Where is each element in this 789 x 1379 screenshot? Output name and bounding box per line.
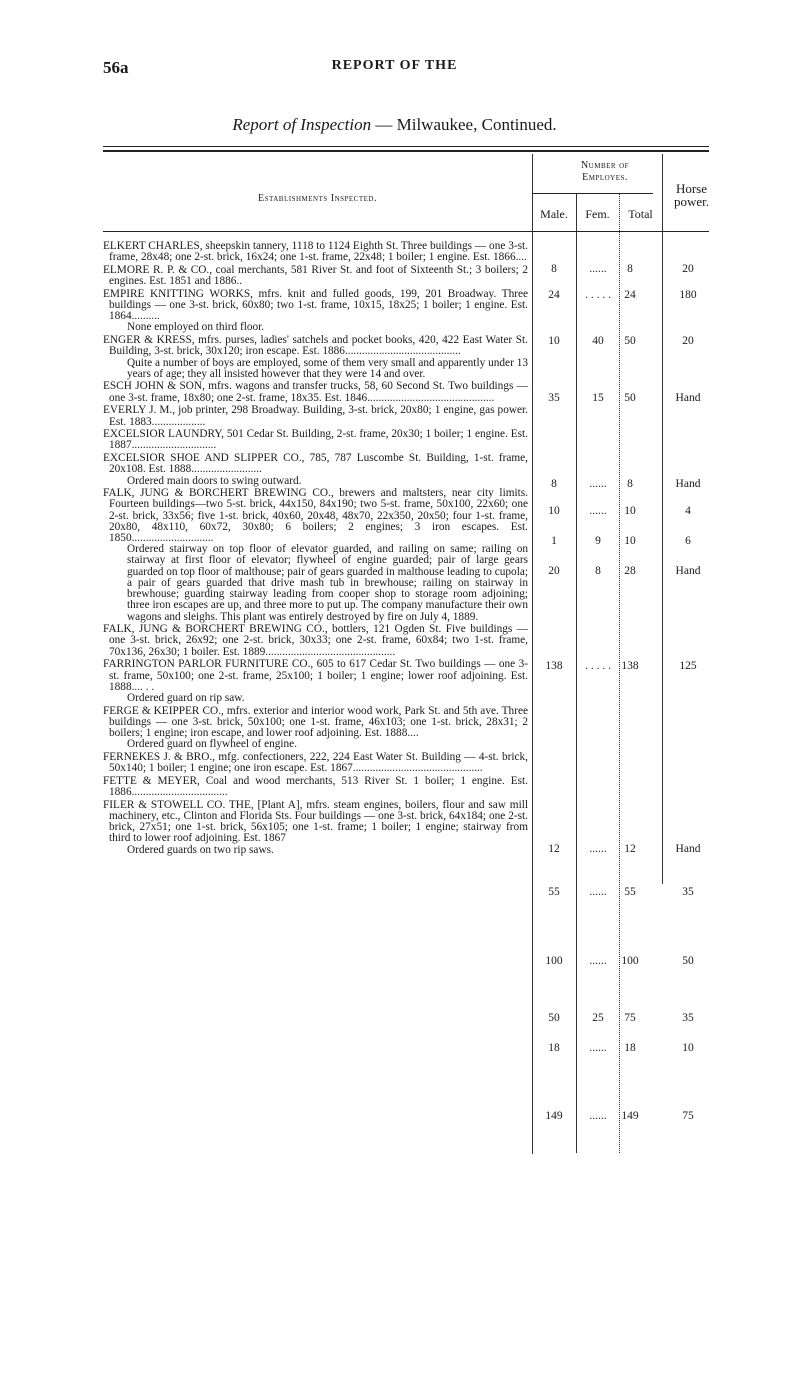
establishment-description: , [Plant A], mfrs. steam engines, boilers, flour and saw mill machinery, etc., Clinton and Florida Sts. Four buildings — one 3-st. brick, 64x184; one 2-st. brick, 27x51; one 1-st. brick, 56x105; one 1-st. frame; 1 boiler; 1 engine; stairway from third to lower roof adjoining. Est. 1867 (109, 798, 528, 845)
male-count: 10 (548, 335, 560, 347)
inspection-note: Ordered guard on flywheel of engine. (127, 738, 298, 751)
establishment-description: , mfrs. wagons and transfer trucks, 58, 60 Second St. Two buildings — one 3-st. frame, 18x80; one 2-st. frame, 18x35. Est. 1846............................................. (109, 380, 528, 404)
entries-list (103, 241, 528, 857)
total-count: 24 (624, 289, 636, 301)
total-count: 12 (624, 843, 636, 855)
total-count: 10 (624, 535, 636, 547)
establishment-entry (103, 776, 528, 798)
page-number: 56a (103, 58, 129, 77)
establishment-name: ELKERT CHARLES (103, 240, 200, 252)
male-count: 8 (551, 478, 557, 490)
male-count: 35 (548, 392, 560, 404)
male-count: 20 (548, 565, 560, 577)
establishment-entry (103, 752, 528, 774)
fem-count: ...... (589, 886, 607, 898)
fem-count: ...... (589, 1110, 607, 1122)
fem-count: 25 (592, 1012, 604, 1024)
establishment-description: , job printer, 298 Broadway. Building, 3-st. brick, 20x80; 1 engine, gas power. Est. 1883................... (109, 404, 528, 428)
establishment-name: FERGE & KEIPPER CO. (103, 704, 222, 717)
horse-power-value: Hand (675, 843, 701, 855)
fem-count: 9 (595, 535, 601, 547)
establishment-description: , mfrs. knit and fulled goods, 199, 201 Broadway. Three buildings — one 3-st. brick, 60x80; two 1-st. frame, 10x15, 18x25; 1 boiler; 1 engine. Est. 1864.......... (109, 287, 529, 323)
male-count: 24 (548, 289, 560, 301)
establishment-name: ESCH JOHN & SON (103, 380, 203, 393)
establishment-description: , coal merchants, 581 River St. and foot of Sixteenth St.; 3 boilers; 2 engines. Est. 1851 and 1886.. (109, 263, 528, 288)
horse-power-value: 20 (682, 335, 694, 347)
establishment-name: EXCELSIOR SHOE AND SLIPPER CO. (103, 452, 302, 465)
horse-power-value: Hand (675, 392, 701, 404)
male-count: 100 (545, 955, 563, 967)
establishment-entry (103, 405, 528, 427)
horse-power-value: 10 (682, 1042, 694, 1054)
total-count: 50 (624, 335, 636, 347)
male-count: 8 (551, 263, 557, 275)
establishment-description: , 785, 787 Luscombe St. Building, 1-st. frame, 20x108. Est. 1888......................... (109, 452, 528, 476)
male-count: 12 (548, 843, 560, 855)
establishment-description: , mfrs. exterior and interior wood work, Park St. and 5th ave. Three buildings — one 3-st. brick, 50x100; one 1-st. frame, 46x103; one 1-st. brick, 28x31; 2 boilers; 1 engine; iron escape, and lower roof adjoining. Est. 1888.... (109, 704, 528, 740)
subtitle-italic: Report of Inspection (232, 115, 372, 134)
inspection-note: Ordered main doors to swing outward. (127, 474, 302, 487)
establishment-description: , Coal and wood merchants, 513 River St. 1 boiler; 1 engine. Est. 1886.................................. (109, 774, 528, 799)
fem-count: ...... (589, 843, 607, 855)
top-rule-thick (103, 150, 709, 152)
total-count: 10 (624, 505, 636, 517)
establishment-entry (103, 488, 528, 622)
horse-power-value: 180 (679, 289, 697, 301)
fem-count: ...... (589, 955, 607, 967)
inspection-note: Quite a number of boys are employed, some of them very small and apparently under 13 years of age; they all insisted however that they were 14 and over. (127, 356, 528, 380)
total-count: 8 (627, 263, 633, 275)
male-count: 10 (548, 505, 560, 517)
fem-count: ...... (589, 478, 607, 490)
establishment-entry (103, 624, 528, 658)
male-count: 1 (551, 535, 557, 547)
running-head: REPORT OF THE (331, 58, 458, 73)
horse-power-value: 50 (682, 955, 694, 967)
establishment-name: FALK, JUNG & BORCHERT BREWING CO. (103, 623, 325, 636)
male-count: 138 (545, 660, 563, 672)
establishment-entry (103, 241, 528, 263)
establishment-description: , bottlers, 121 Ogden St. Five buildings — one 3-st. brick, 26x92; one 2-st. brick, 30x33; one 2-st. frame, 60x84; two 1-st. frame, 70x136, 26x30; 1 boiler. Est. 1889.............................................. (109, 623, 528, 658)
male-header: Male. (540, 207, 568, 221)
male-count: 18 (548, 1042, 560, 1054)
establishment-description: , mfg. confectioners, 222, 224 East Water St. Building — 4-st. brick, 50x140; 1 boiler; 1 engine; one iron escape. Est. 1867.............................................. (109, 750, 528, 775)
page-subtitle (0, 115, 789, 135)
horse-power-value: Hand (675, 565, 701, 577)
establishment-description: , 501 Cedar St. Building, 2-st. frame, 20x30; 1 boiler; 1 engine. Est. 1887.............................. (109, 428, 529, 452)
establishment-entry (103, 800, 528, 856)
total-count: 50 (624, 392, 636, 404)
inspection-note: Ordered guard on rip saw. (127, 691, 245, 704)
fem-count: 15 (592, 392, 604, 404)
fem-count: ...... (589, 1042, 607, 1054)
establishment-name: FALK, JUNG & BORCHERT BREWING CO. (103, 487, 331, 500)
column-divider-establishments (532, 154, 533, 1154)
establishment-description: , mfrs. purses, ladies' satchels and pocket books, 420, 422 East Water St. Building, 3-st. brick, 30x120; iron escape. Est. 1886......................................... (109, 334, 529, 358)
establishment-entry (103, 706, 528, 751)
horse-power-value: 6 (685, 535, 691, 547)
horse-power-value: 20 (682, 263, 694, 275)
horse-power-value: 4 (685, 505, 691, 517)
fem-header: Fem. (585, 207, 610, 221)
fem-count: ...... (589, 263, 607, 275)
horse-power-value: 75 (682, 1110, 694, 1122)
establishment-description: , brewers and maltsters, near city limits. Fourteen buildings—two 5-st. brick, 44x150, 84x190; two 5-st. frame, 50x100, 22x60; one 2-st. brick, 33x56; five 1-st. brick, 40x60, 20x48, 48x70, 22x350, 20x50; four 1-st. frame, 20x80, 48x110, 60x72, 30x80; 6 boilers; 2 engines; 3 iron escapes. Est. 1850............................. (109, 487, 528, 545)
establishment-name: FILER & STOWELL CO. THE (103, 798, 251, 811)
total-count: 55 (624, 886, 636, 898)
male-count: 50 (548, 1012, 560, 1024)
establishment-description: , sheepskin tannery, 1118 to 1124 Eighth St. Three buildings — one 3-st. frame, 28x48; one 2-st. brick, 16x24; one 1-st. frame, 22x48; 1 boiler; 1 engine. Est. 1866.... (109, 240, 528, 264)
fem-count: 40 (592, 335, 604, 347)
establishment-name: EVERLY J. M. (103, 404, 173, 417)
fem-count: . . . . . (585, 660, 611, 672)
establishment-entry (103, 453, 528, 487)
subtitle-rest: — Milwaukee, Continued. (371, 115, 557, 134)
total-count: 8 (627, 478, 633, 490)
horse-power-header: Horse power. (673, 181, 710, 209)
fem-count: . . . . . (585, 289, 611, 301)
establishment-entry (103, 381, 528, 403)
employes-subheader-rule (532, 193, 653, 194)
inspection-note: Ordered stairway on top floor of elevator guarded, and railing on same; railing on stairway at first floor of elevator; flywheel of engine guarded; pair of large gears guarded on top floor of malthouse; pair of gears guarded in malthouse leading to cupola; a pair of gears guarded that drive mash tub in brewhouse; railing on stairway in brewhouse; guarding stairway leading from cooper shop to storage room adjoining; three iron escapes are up, and three more to put up. The company manufacture their own wagons and sleighs. This plant was entirely destroyed by fire on July 4, 1889. (127, 543, 528, 623)
establishment-entry (103, 265, 528, 287)
establishment-name: ELMORE R. P. & CO. (103, 263, 210, 276)
establishment-entry (103, 659, 528, 704)
establishment-name: EMPIRE KNITTING WORKS (103, 287, 251, 300)
male-count: 149 (545, 1110, 563, 1122)
horse-power-value: 35 (682, 886, 694, 898)
total-count: 18 (624, 1042, 636, 1054)
establishment-name: FARRINGTON PARLOR FURNITURE CO. (103, 658, 311, 671)
horse-power-value: 125 (679, 660, 697, 672)
establishment-name: FETTE & MEYER (103, 774, 198, 787)
total-header: Total (628, 207, 653, 221)
establishment-name: ENGER & KRESS (103, 334, 192, 347)
establishment-entry (103, 289, 528, 334)
fem-count: 8 (595, 565, 601, 577)
establishments-header: Establishments Inspected. (258, 193, 377, 204)
total-count: 100 (621, 955, 639, 967)
horse-power-value: 35 (682, 1012, 694, 1024)
male-count: 55 (548, 886, 560, 898)
number-of-employes-header: Number of Employes. (580, 160, 630, 183)
establishment-entry (103, 429, 528, 451)
total-count: 149 (621, 1110, 639, 1122)
inspection-note: None employed on third floor. (127, 321, 265, 334)
fem-count: ...... (589, 505, 607, 517)
top-rule-thin (103, 146, 709, 147)
inspection-note: Ordered guards on two rip saws. (127, 843, 274, 856)
establishment-name: EXCELSIOR LAUNDRY (103, 428, 222, 441)
establishment-name: FERNEKES J. & BRO. (103, 750, 213, 763)
horse-power-value: Hand (675, 478, 701, 490)
total-count: 138 (621, 660, 639, 672)
establishment-entry (103, 335, 528, 380)
total-count: 75 (624, 1012, 636, 1024)
total-count: 28 (624, 565, 636, 577)
establishment-description: , 605 to 617 Cedar St. Two buildings — one 3-st. frame, 50x100; one 2-st. frame, 25x100; 1 boiler; 1 engine; lower roof adjoining. Est. 1888.... . . (109, 658, 528, 693)
